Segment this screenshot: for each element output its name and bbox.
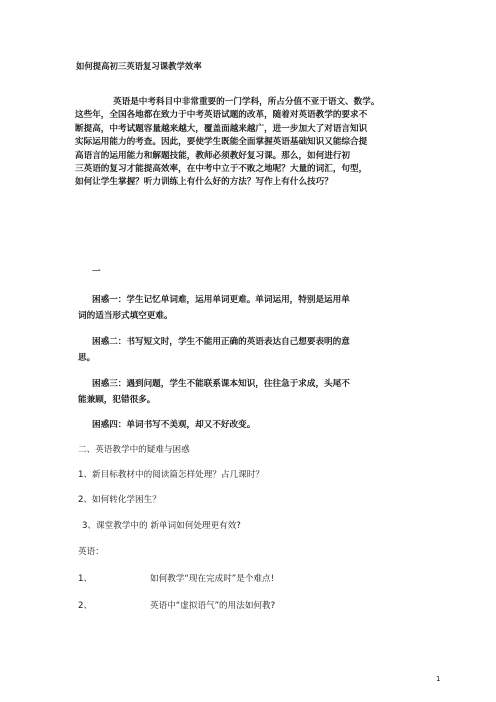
intro-line: 英语是中考科目中非常重要的一门学科，所占分值不亚于语文、数学。 [113,97,380,107]
page-number: 1 [436,675,441,683]
item-one-text: 如何教学“现在完成时”是个难点! [150,574,275,584]
confusion-one-line1: 困惑一：学生记忆单词难，运用单词更难。单词运用，特别是运用单 [92,295,350,305]
confusion-four: 困惑四：单词书写不美观，却又不好改变。 [92,420,256,430]
english-label: 英语： [78,547,104,557]
intro-line: 实际运用能力的考查。因此，要使学生既能全面掌握英语基础知识又能综合提 [75,137,368,148]
confusion-two-line1: 困惑二：书写短文时，学生不能用正确的英语表达自己想要表明的意 [92,337,350,347]
section-two-heading: 二、英语教学中的疑难与困惑 [78,445,190,455]
item-one-number: 1、 [78,574,93,584]
item-two-text: 英语中“虚拟语气”的用法如何教? [150,601,276,611]
intro-line: 高语言的运用能力和解题技能，教师必须教好复习课。那么，如何进行初 [75,150,351,161]
confusion-three-line2: 能兼顾，犯错很多。 [78,395,156,405]
confusion-three-line1: 困惑三：遇到问题，学生不能联系课本知识，往往急于求成，头尾不 [92,379,350,389]
question-two: 2、如何转化学困生？ [78,495,161,505]
intro-line: 断提高，中考试题容量越来越大，覆盖面越来越广，进一步加大了对语言知识 [75,123,368,134]
question-three: 3、课堂教学中的 新单词如何处理更有效? [82,521,241,531]
item-two-number: 2、 [78,601,93,611]
intro-line: 如何让学生掌握？听力训练上有什么好的方法？写作上有什么技巧？ [75,177,333,188]
confusion-two-line2: 思。 [78,353,96,363]
document-title: 如何提高初三英语复习课教学效率 [76,61,202,71]
intro-line: 这些年，全国各地都在致力于中考英语试题的改革，随着对英语教学的要求不 [75,110,368,121]
confusion-one-line2: 词的适当形式填空更难。 [78,311,173,321]
section-one-heading: 一 [92,267,101,277]
question-one: 1、新目标教材中的阅读篇怎样处理？占几课时？ [78,470,264,480]
intro-line: 三英语的复习才能提高效率，在中考中立于不败之地呢？大量的词汇，句型， [75,164,368,175]
intro-paragraph [75,96,427,190]
